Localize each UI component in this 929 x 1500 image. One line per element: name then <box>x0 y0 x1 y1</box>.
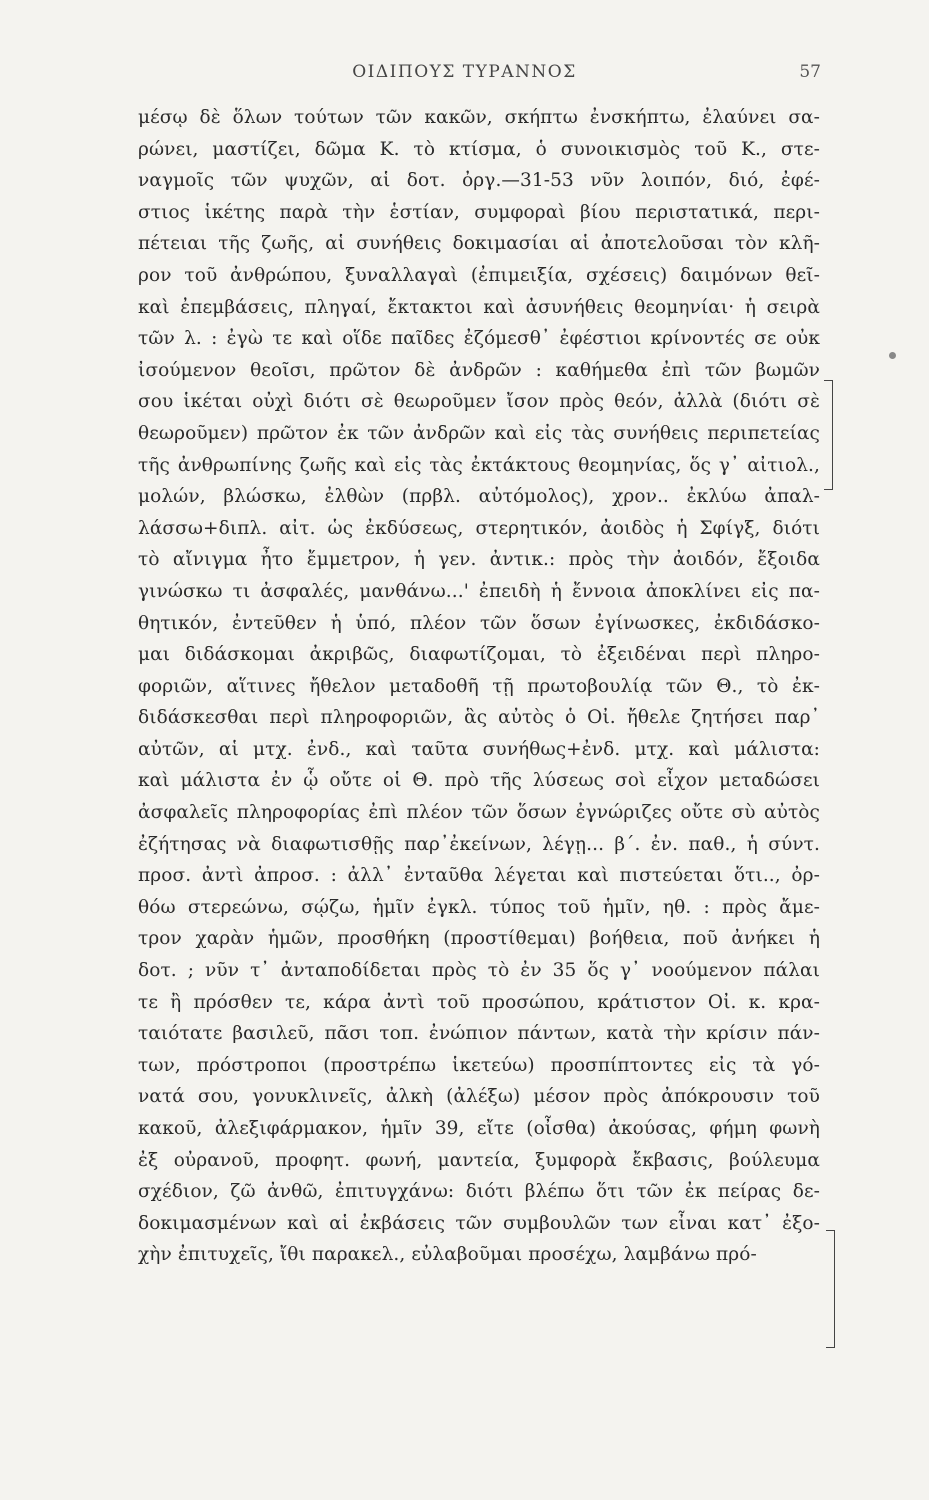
text-line: δοκιμασμένων καὶ αἱ ἐκβάσεις τῶν συμβουλῶν των εἶναι κατ᾽ ἐξο- <box>138 1212 820 1234</box>
text-line: μαι διδάσκομαι ἀκριβῶς, διαφωτίζομαι, τὸ ἐξειδέναι περὶ πληρο- <box>138 644 820 666</box>
text-line: λάσσω+διπλ. αἰτ. ὡς ἐκδύσεως, στερητικόν, ἀοιδὸς ἡ Σφίγξ, διότι <box>138 517 820 539</box>
text-line: ἀσφαλεῖς πληροφορίας ἐπὶ πλέον τῶν ὅσων ἐγνώριζες οὔτε σὺ αὐτὸς <box>138 802 820 824</box>
text-line: τε ἢ πρόσθεν τε, κάρα ἀντὶ τοῦ προσώπου, κράτιστον Οἰ. κ. κρα- <box>138 991 820 1013</box>
running-title: ΟΙΔΙΠΟΥΣ ΤΥΡΑΝΝΟΣ <box>352 62 577 82</box>
text-line: φοριῶν, αἵτινες ἤθελον μεταδοθῆ τῇ πρωτοβουλίᾳ τῶν Θ., τὸ ἐκ- <box>138 675 820 697</box>
running-head <box>0 62 929 86</box>
text-line: τὸ αἴνιγμα ἦτο ἔμμετρον, ἡ γεν. ἀντικ.: πρὸς τὴν ἀοιδόν, ἔξοιδα <box>138 549 820 571</box>
margin-bracket-upper <box>824 380 833 490</box>
text-line: ναγμοῖς τῶν ψυχῶν, αἱ δοτ. ὀργ.—31-53 νῦν λοιπόν, διό, ἐφέ- <box>138 170 820 192</box>
text-line: γινώσκω τι ἀσφαλές, μανθάνω...' ἐπειδὴ ἡ ἔννοια ἀποκλίνει εἰς πα- <box>138 580 820 602</box>
text-line: τῶν λ. : ἐγὼ τε καὶ οἵδε παῖδες ἐζόμεσθ᾽ ἐφέστιοι κρίνοντές σε οὐκ <box>138 328 820 350</box>
text-line: θόω στερεώνω, σῴζω, ἡμῖν ἐγκλ. τύπος τοῦ ἡμῖν, ηθ. : πρὸς ἄμε- <box>138 896 820 918</box>
text-line: τρον χαρὰν ἡμῶν, προσθήκη (προστίθεμαι) βοήθεια, ποῦ ἀνήκει ἡ <box>138 928 820 950</box>
text-line: των, πρόστροποι (προστρέπω ἱκετεύω) προσπίπτοντες εἰς τὰ γό- <box>138 1054 820 1076</box>
text-line: χὴν ἐπιτυχεῖς, ἴθι παρακελ., εὐλαβοῦμαι προσέχω, λαμβάνω πρό- <box>138 1244 757 1266</box>
margin-dot <box>889 352 896 359</box>
page-number: 57 <box>799 62 821 82</box>
text-line: μολών, βλώσκω, ἐλθὼν (πρβλ. αὐτόμολος), χρον.. ἐκλύω ἀπαλ- <box>138 486 820 508</box>
text-line: νατά σου, γονυκλινεῖς, ἀλκὴ (ἀλέξω) μέσον πρὸς ἀπόκρουσιν τοῦ <box>138 1086 820 1108</box>
text-line: ρον τοῦ ἀνθρώπου, ξυναλλαγαὶ (ἐπιμειξία, σχέσεις) δαιμόνων θεῖ- <box>138 264 820 286</box>
text-line: κακοῦ, ἀλεξιφάρμακον, ἡμῖν 39, εἴτε (οἶσθα) ἀκούσας, φήμη φωνὴ <box>138 1118 820 1139</box>
text-line: στιος ἱκέτης παρὰ τὴν ἑστίαν, συμφοραὶ βίου περιστατικά, περι- <box>138 201 820 223</box>
text-line: διδάσκεσθαι περὶ πληροφοριῶν, ἃς αὐτὸς ὁ Οἰ. ἤθελε ζητήσει παρ᾽ <box>138 707 820 729</box>
text-line: ἐξ οὐρανοῦ, προφητ. φωνή, μαντεία, ξυμφορὰ ἔκβασις, βούλευμα <box>138 1149 820 1171</box>
margin-bracket-lower <box>826 1230 835 1348</box>
text-line: θεωροῦμεν) πρῶτον ἐκ τῶν ἀνδρῶν καὶ εἰς τὰς συνήθεις περιπετείας <box>138 422 820 444</box>
commentary-text <box>138 102 820 1271</box>
text-line: θητικόν, ἐντεῦθεν ἡ ὑπό, πλέον τῶν ὅσων ἐγίνωσκες, ἐκδιδάσκο- <box>138 612 820 634</box>
text-line: δοτ. ; νῦν τ᾽ ἀνταποδίδεται πρὸς τὸ ἐν 35 ὅς γ᾽ νοούμενον πάλαι <box>138 960 820 982</box>
text-line: σχέδιον, ζῶ ἀνθῶ, ἐπιτυγχάνω: διότι βλέπω ὅτι τῶν ἐκ πείρας δε- <box>138 1181 820 1203</box>
text-line: ἐζήτησας νὰ διαφωτισθῇς παρ᾽ἐκείνων, λέγῃ... β΄. ἐν. παθ., ἡ σύντ. <box>138 833 820 855</box>
text-line: καὶ ἐπεμβάσεις, πληγαί, ἔκτακτοι καὶ ἀσυνήθεις θεομηνίαι· ἡ σειρὰ <box>138 296 820 318</box>
text-line: καὶ μάλιστα ἐν ᾧ οὔτε οἱ Θ. πρὸ τῆς λύσεως σοὶ εἶχον μεταδώσει <box>138 770 820 792</box>
text-line: μέσῳ δὲ ὅλων τούτων τῶν κακῶν, σκήπτω ἐνσκήπτω, ἐλαύνει σα- <box>138 107 820 128</box>
text-line: πέτειαι τῆς ζωῆς, αἱ συνήθεις δοκιμασίαι αἱ ἀποτελοῦσαι τὸν κλῆ- <box>138 233 820 255</box>
text-line: αὐτῶν, αἱ μτχ. ἐνδ., καὶ ταῦτα συνήθως+ἐνδ. μτχ. καὶ μάλιστα: <box>138 738 820 760</box>
text-line: τῆς ἀνθρωπίνης ζωῆς καὶ εἰς τὰς ἐκτάκτους θεομηνίας, ὅς γ᾽ αἰτιολ., <box>138 454 820 476</box>
text-line: ρώνει, μαστίζει, δῶμα Κ. τὸ κτίσμα, ὁ συνοικισμὸς τοῦ Κ., στε- <box>138 138 820 160</box>
text-line: ταιότατε βασιλεῦ, πᾶσι τοπ. ἐνώπιον πάντων, κατὰ τὴν κρίσιν πάν- <box>138 1023 820 1045</box>
text-line: ἰσούμενον θεοῖσι, πρῶτον δὲ ἀνδρῶν : καθήμεθα ἐπὶ τῶν βωμῶν <box>138 359 820 381</box>
text-line: σου ἱκέται οὐχὶ διότι σὲ θεωροῦμεν ἴσον πρὸς θεόν, ἀλλὰ (διότι σὲ <box>138 391 820 413</box>
text-line: προσ. ἀντὶ ἀπροσ. : ἀλλ᾽ ἐνταῦθα λέγεται καὶ πιστεύεται ὅτι.., ὀρ- <box>138 865 820 887</box>
